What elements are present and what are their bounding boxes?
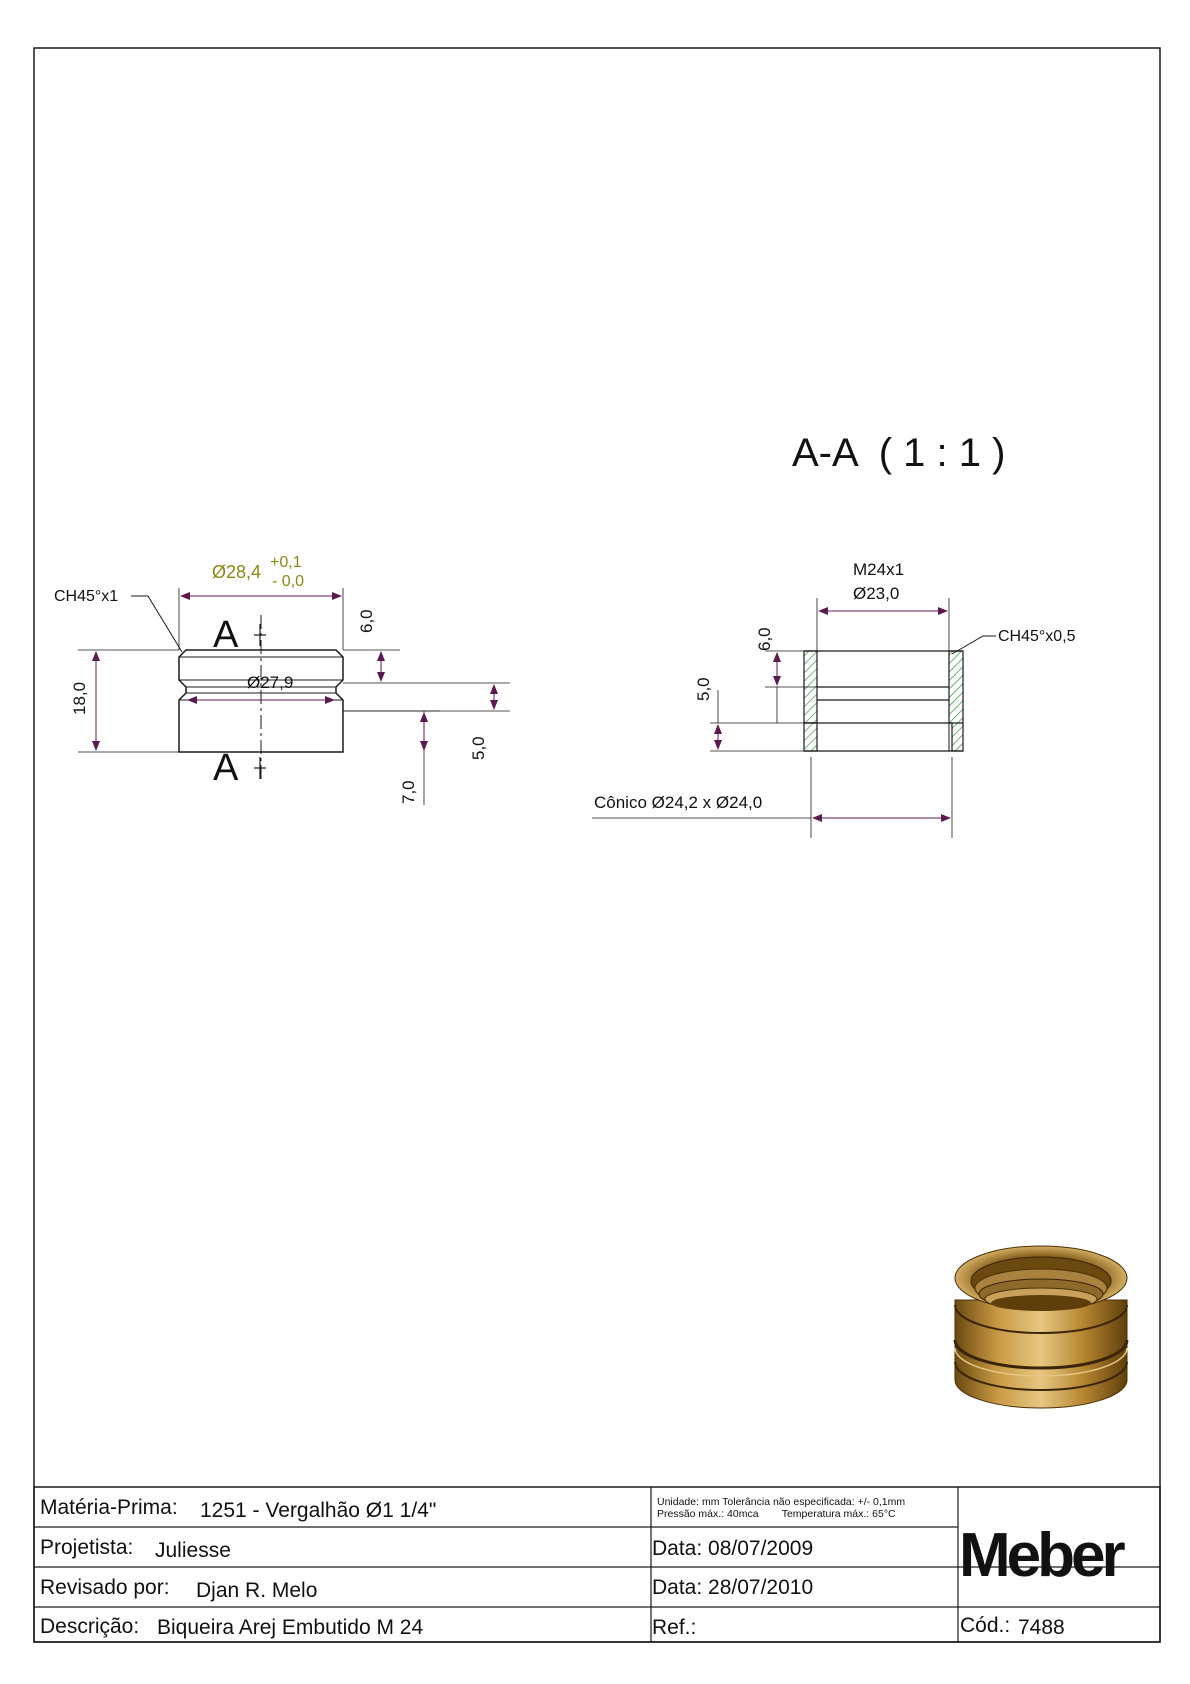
section-wall-right	[949, 651, 963, 751]
height-label: 18,0	[70, 681, 89, 715]
sec-dim-5-label: 5,0	[694, 677, 713, 701]
descricao-value: Biqueira Arej Embutido M 24	[157, 1616, 424, 1639]
cod-label: Cód.:	[960, 1614, 1011, 1637]
inner-diameter-label: Ø23,0	[853, 584, 900, 603]
section-title: A-A ( 1 : 1 )	[792, 431, 1006, 475]
notes-line-1: Unidade: mm Tolerância não especificada: +/- 0,1mm	[657, 1496, 906, 1508]
materia-value: 1251 - Vergalhão Ø1 1/4"	[200, 1499, 437, 1522]
data-revised: Data: 28/07/2010	[652, 1576, 814, 1599]
section-mark-bottom: A	[213, 747, 239, 789]
thread-label: M24x1	[853, 560, 905, 579]
brand-logo: Meber	[959, 1521, 1122, 1590]
section-mark-top: A	[213, 614, 239, 656]
outer-diameter-label: Ø28,4	[212, 562, 262, 582]
front-view	[54, 554, 510, 805]
part-3d-render	[955, 1246, 1127, 1408]
section-view	[592, 431, 1076, 838]
descricao-label: Descrição:	[40, 1615, 140, 1638]
dim-6-label: 6,0	[357, 609, 376, 633]
tolerance-minus: - 0,0	[272, 573, 305, 590]
dim-5-label: 5,0	[469, 736, 488, 760]
section-wall-left-lower	[804, 723, 817, 751]
notes-line-2: Pressão máx.: 40mca Temperatura máx.: 65°C	[657, 1508, 896, 1520]
revisado-value: Djan R. Melo	[196, 1579, 318, 1602]
section-chamfer-label: CH45°x0,5	[998, 628, 1076, 645]
materia-label: Matéria-Prima:	[40, 1496, 178, 1519]
front-chamfer-label: CH45°x1	[54, 588, 119, 605]
ref-label: Ref.:	[652, 1616, 697, 1639]
front-chamfer-leader	[131, 596, 182, 652]
conic-label: Cônico Ø24,2 x Ø24,0	[594, 793, 763, 812]
cod-value: 7488	[1018, 1616, 1065, 1639]
groove-diameter-label: Ø27,9	[247, 673, 294, 692]
projetista-label: Projetista:	[40, 1536, 134, 1559]
data-created: Data: 08/07/2009	[652, 1537, 814, 1560]
sec-dim-6-label: 6,0	[755, 627, 774, 651]
tolerance-plus: +0,1	[270, 554, 302, 571]
title-block	[34, 1487, 1160, 1642]
dim-7-label: 7,0	[399, 780, 418, 804]
projetista-value: Juliesse	[155, 1539, 231, 1562]
revisado-label: Revisado por:	[40, 1576, 170, 1599]
